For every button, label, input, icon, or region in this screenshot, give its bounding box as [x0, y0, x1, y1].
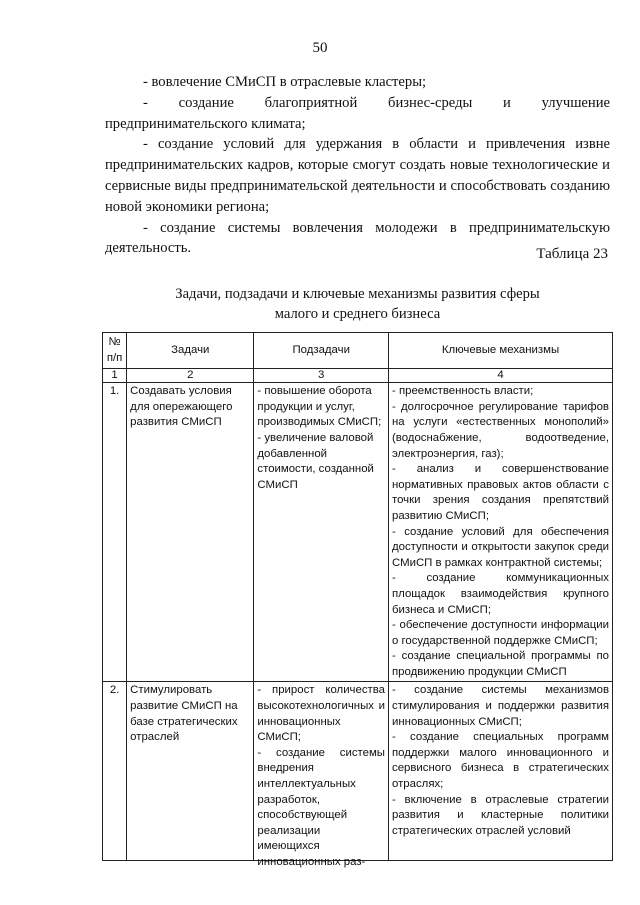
- intro-item: - создание системы вовлечения молодежи в предпринимательскую деятельность.: [105, 219, 610, 257]
- mechanism-item: - обеспечение доступности информации о государственной поддержке СМиСП;: [392, 619, 609, 647]
- table-header-row: [103, 333, 613, 369]
- header-mechanisms: Ключевые механизмы: [389, 333, 613, 369]
- intro-item: - создание благоприятной бизнес-среды и улучшение предпринимательского климата;: [105, 94, 610, 132]
- mechanism-item: - создание специальных программ поддержки малого инновационного и сервисного бизнеса в стратегических отраслях;: [392, 731, 609, 791]
- mechanisms-cell: [389, 682, 613, 861]
- column-number: 2: [127, 369, 254, 383]
- table-title: [105, 284, 610, 324]
- header-subtasks: Подзадачи: [254, 333, 389, 369]
- column-number: 3: [254, 369, 389, 383]
- mechanism-item: - преемственность власти;: [392, 385, 534, 398]
- table-row: [103, 383, 613, 682]
- subtask-item: - создание системы внедрения интеллектуальных разработок, способствующей реализации имеющихся инновационных раз-: [257, 746, 385, 868]
- header-tasks: Задачи: [127, 333, 254, 369]
- subtasks-cell: [254, 682, 389, 868]
- subtask-item: - повышение оборота продукции и услуг, производимых СМиСП;: [257, 385, 382, 429]
- mechanism-item: - создание системы механизмов стимулирования и поддержки развития инновационных СМиСП;: [392, 684, 609, 728]
- table-row: [103, 682, 613, 861]
- table-title-line: Задачи, подзадачи и ключевые механизмы развития сферы: [175, 286, 540, 302]
- task-cell: Стимулировать развитие СМиСП на базе стратегических отраслей: [127, 682, 254, 861]
- intro-item: - создание условий для удержания в области и привлечения извне предпринимательских кадров, которые смогут создать новые технологические и сервисные виды предпринимательской деятельности и способствовать созданию новой экономики региона;: [105, 136, 610, 215]
- header-num: № п/п: [103, 333, 127, 369]
- column-number: 1: [103, 369, 127, 383]
- intro-list: [105, 72, 610, 259]
- row-number: 1.: [103, 383, 127, 682]
- mechanisms-table: [102, 332, 613, 868]
- subtasks-cell: [254, 383, 389, 682]
- mechanism-item: - включение в отраслевые стратегии развития и кластерные политики стратегических отраслей условий: [392, 793, 609, 837]
- mechanism-item: - создание коммуникационных площадок взаимодействия крупного бизнеса и СМиСП;: [392, 572, 609, 616]
- mechanism-item: - создание условий для обеспечения доступности и открытости закупок среди СМиСП в рамках контрактной системы;: [392, 525, 609, 569]
- column-number-row: [103, 369, 613, 383]
- subtask-item: - прирост количества высокотехнологичных и инновационных СМиСП;: [257, 684, 385, 744]
- table-title-line: малого и среднего бизнеса: [274, 306, 441, 322]
- mechanism-item: - долгосрочное регулирование тарифов на услуги «естественных монополий» (водоснабжение, водоотведение, электроэнергия, газ);: [392, 400, 609, 460]
- page-number: 50: [312, 40, 328, 56]
- mechanisms-cell: [389, 383, 613, 682]
- row-number: 2.: [103, 682, 127, 861]
- column-number: 4: [389, 369, 613, 383]
- intro-item: - вовлечение СМиСП в отраслевые кластеры;: [143, 74, 427, 90]
- mechanism-item: - анализ и совершенствование нормативных правовых актов области с точки зрения создания препятствий развитию СМиСП;: [392, 463, 609, 522]
- subtask-item: - увеличение валовой добавленной стоимости, созданной СМиСП: [257, 431, 374, 491]
- mechanism-item: - создание специальной программы по продвижению продукции СМиСП: [392, 650, 609, 678]
- task-cell: Создавать условия для опережающего развития СМиСП: [127, 383, 254, 682]
- table-label: Таблица 23: [536, 246, 608, 262]
